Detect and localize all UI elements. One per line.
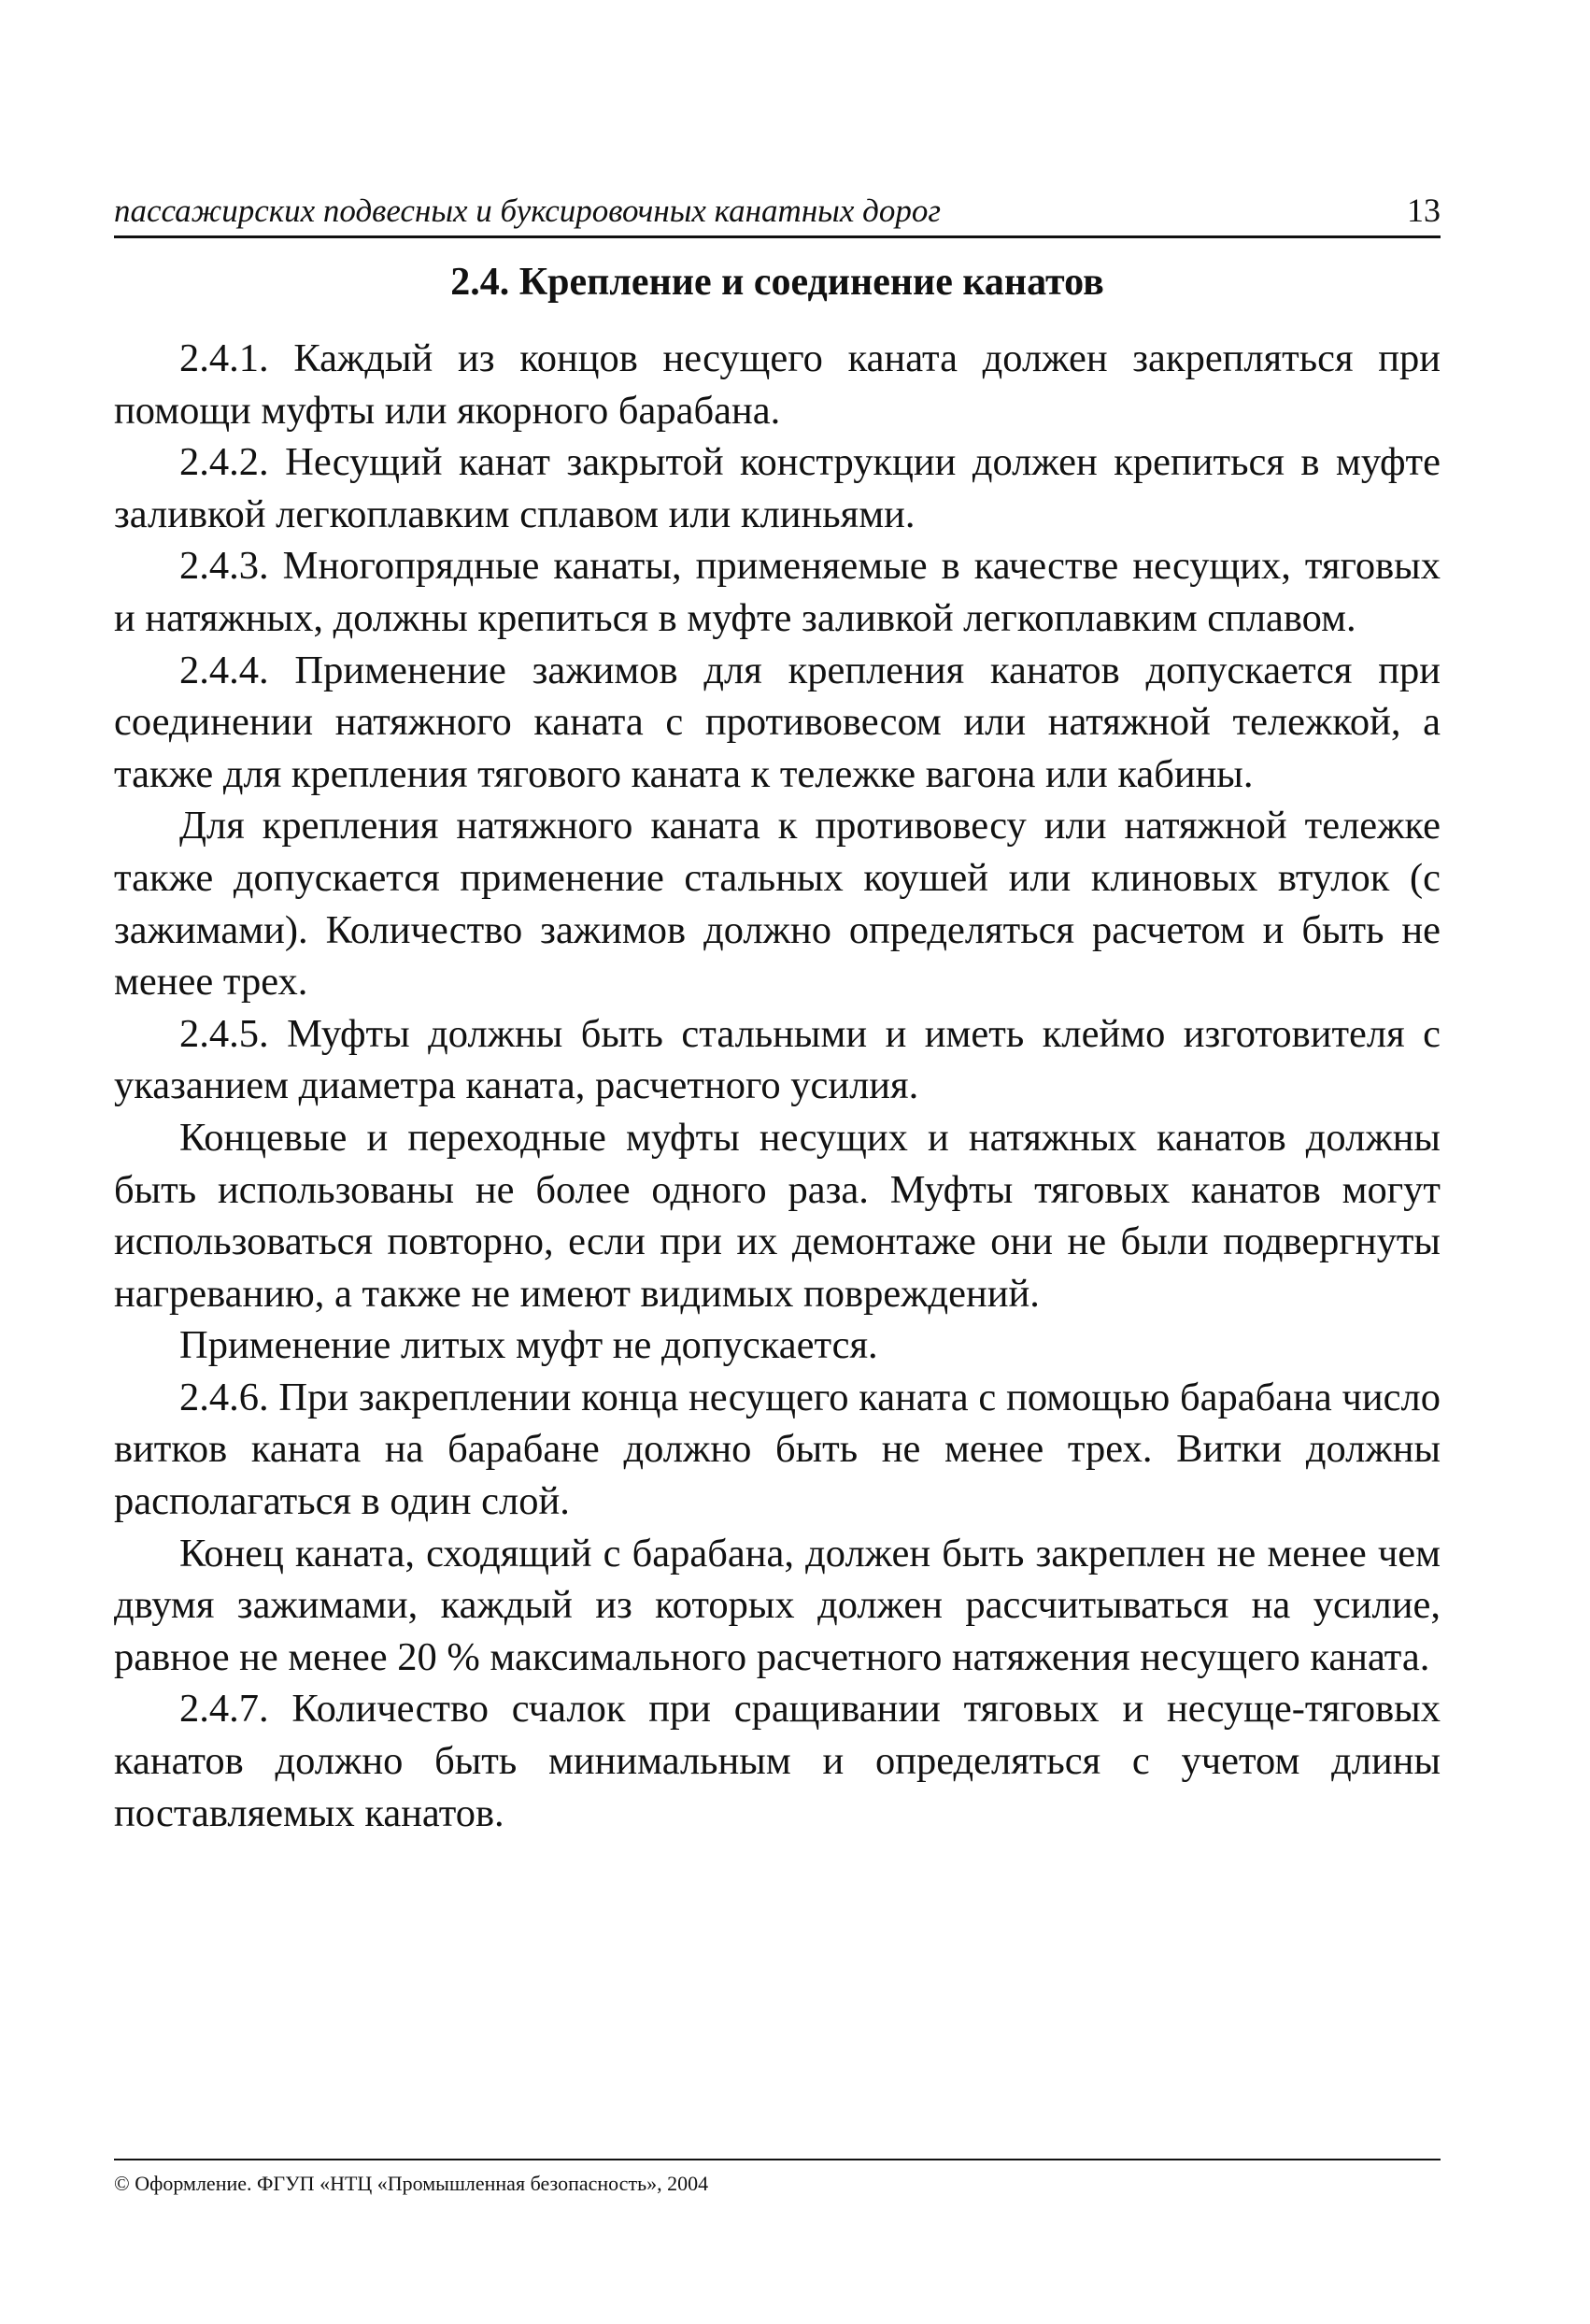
paragraph-2-4-1: 2.4.1. Каждый из концов несущего каната должен закрепляться при помощи муфты или якорного барабана. — [114, 336, 1441, 433]
running-header — [114, 183, 1441, 238]
paragraph-2-4-6-continued: Конец каната, сходящий с барабана, должен быть закреплен не менее чем двумя зажимами, каждый из которых должен рассчитываться на усилие, равное не менее 20 % максимального расчетного натяжения несущего каната. — [114, 1531, 1441, 1679]
paragraph-2-4-5: 2.4.5. Муфты должны быть стальными и иметь клеймо изготовителя с указанием диаметра каната, расчетного усилия. — [114, 1011, 1441, 1108]
footer-divider — [114, 2159, 1441, 2160]
paragraph-2-4-6: 2.4.6. При закреплении конца несущего каната с помощью барабана число витков каната на барабане должно быть не менее трех. Витки должны располагаться в один слой. — [114, 1375, 1441, 1524]
paragraph-2-4-7: 2.4.7. Количество счалок при сращивании тяговых и несуще-тяговых канатов должно быть минимальным и определяться с учетом длины поставляемых канатов. — [114, 1687, 1441, 1835]
section-heading: 2.4. Крепление и соединение канатов — [450, 261, 1104, 304]
running-title: пассажирских подвесных и буксировочных канатных дорог — [114, 192, 942, 229]
paragraph-2-4-5-note: Применение литых муфт не допускается. — [179, 1323, 878, 1368]
paragraph-2-4-4: 2.4.4. Применение зажимов для крепления канатов допускается при соединении натяжного каната с противовесом или натяжной тележкой, а также для крепления тягового каната к тележке вагона или кабины. — [114, 648, 1441, 796]
page-number: 13 — [1407, 192, 1441, 229]
paragraph-2-4-5-continued: Концевые и переходные муфты несущих и натяжных канатов должны быть использованы не более одного раза. Муфты тяговых канатов могут использоваться повторно, если при их демонтаже они не были подвергнуты нагреванию, а также не имеют видимых повреждений. — [114, 1115, 1441, 1316]
paragraph-2-4-4-continued: Для крепления натяжного каната к противовесу или натяжной тележке также допускается применение стальных коушей или клиновых втулок (с зажимами). Количество зажимов должно определяться расчетом и быть не менее трех. — [114, 804, 1441, 1005]
paragraph-2-4-2: 2.4.2. Несущий канат закрытой конструкции должен крепиться в муфте заливкой легкоплавким сплавом или клиньями. — [114, 440, 1441, 536]
footer-copyright: © Оформление. ФГУП «НТЦ «Промышленная безопасность», 2004 — [114, 2172, 709, 2195]
body-text — [114, 333, 1441, 1839]
paragraph-2-4-3: 2.4.3. Многопрядные канаты, применяемые в качестве несущих, тяговых и натяжных, должны крепиться в муфте заливкой легкоплавким сплавом. — [114, 544, 1441, 640]
